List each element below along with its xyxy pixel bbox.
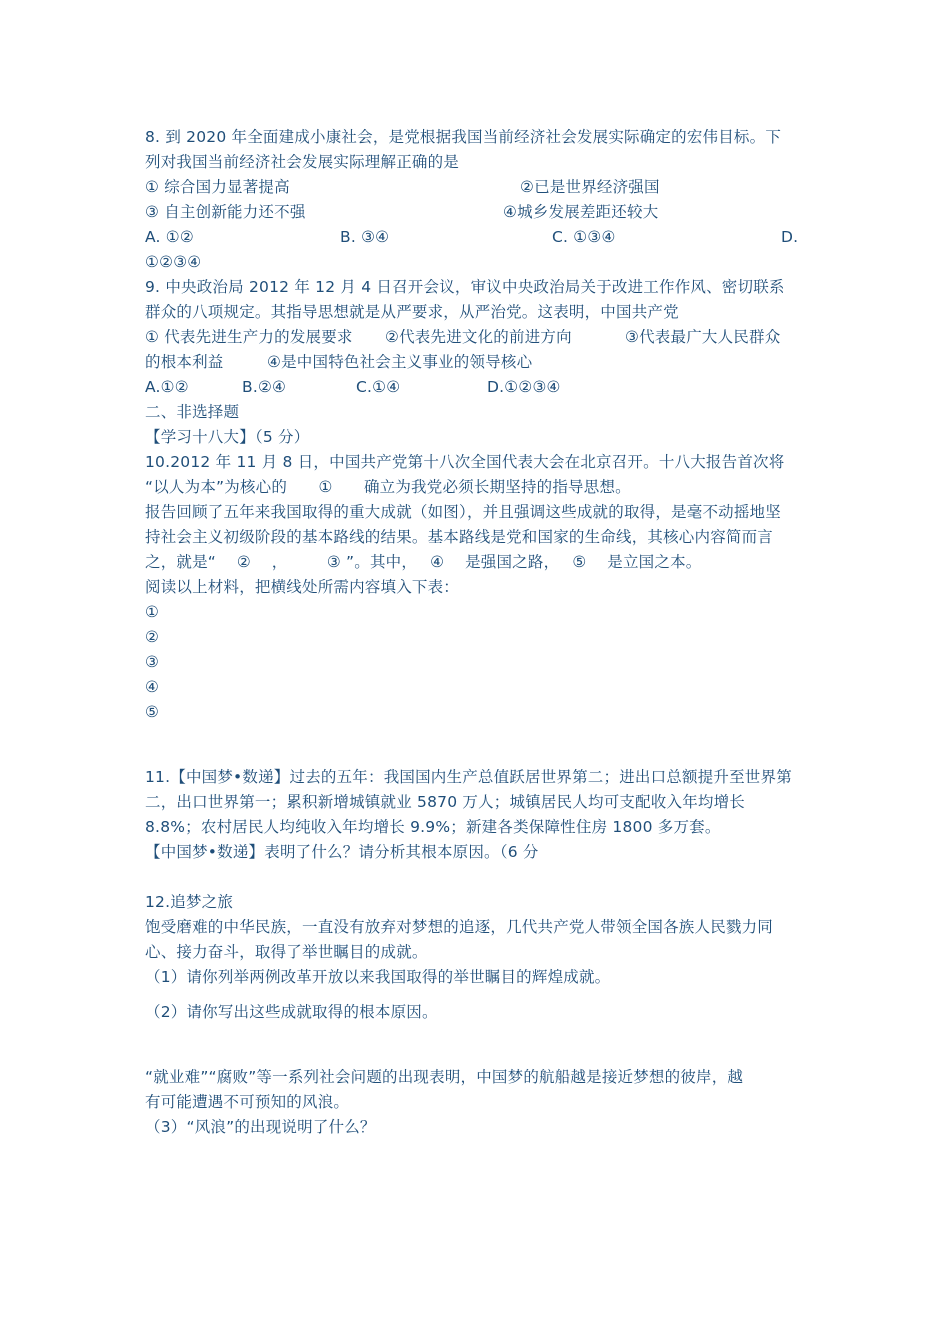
q9-statement-2: ②代表先进文化的前进方向 <box>385 328 572 346</box>
q12-sub2: （2）请你写出这些成就取得的根本原因。 <box>145 1003 438 1021</box>
q9-statements-row2 <box>145 350 810 375</box>
q12-title: 12.追梦之旅 <box>145 893 234 911</box>
q8-statement-3: ③ 自主创新能力还不强 <box>145 203 306 221</box>
q8-option-b: B. ③④ <box>340 228 390 246</box>
q8-options-row <box>145 225 810 250</box>
q8-option-c: C. ①③④ <box>552 228 616 246</box>
q12-line1: 饱受磨难的中华民族，一直没有放弃对梦想的追逐，几代共产党人带领全国各族人民戮力同 <box>145 918 774 936</box>
q11-line1: 11.【中国梦•数递】过去的五年：我国国内生产总值跃居世界第二；进出口总额提升至世界第 <box>145 768 792 786</box>
section-heading: 二、非选择题 <box>145 403 240 421</box>
q9-statements-row1 <box>145 325 810 350</box>
q9-option-b: B.②④ <box>242 378 287 396</box>
q11-line2: 二，出口世界第一；累积新增城镇就业 5870 万人；城镇居民人均可支配收入年均增长 <box>145 793 746 811</box>
q9-statement-3-cont: 的根本利益 <box>145 353 224 371</box>
q12-sub1: （1）请你列举两例改革开放以来我国取得的举世瞩目的辉煌成就。 <box>145 968 611 986</box>
q8-stem-line1: 8. 到 2020 年全面建成小康社会，是党根据我国当前经济社会发展实际确定的宏伟目标。下 <box>145 128 782 146</box>
q8-stem-line2: 列对我国当前经济社会发展实际理解正确的是 <box>145 153 460 171</box>
document-content <box>145 125 810 1140</box>
q10-blank-5: ⑤ <box>145 703 160 721</box>
q12-line2: 心、接力奋斗，取得了举世瞩目的成就。 <box>145 943 428 961</box>
q9-statement-1: ① 代表先进生产力的发展要求 <box>145 328 353 346</box>
q11-line3: 8.8%；农村居民人均纯收入年均增长 9.9%；新建各类保障性住房 1800 多万套。 <box>145 818 721 836</box>
q10-line3: 报告回顾了五年来我国取得的重大成就（如图），并且强调这些成就的取得，是毫不动摇地坚 <box>145 503 781 521</box>
q8-option-d-continuation: ①②③④ <box>145 253 202 271</box>
q9-stem-line2: 群众的八项规定。其指导思想就是从严要求，从严治党。这表明，中国共产党 <box>145 303 679 321</box>
q8-option-a: A. ①② <box>145 228 194 246</box>
q9-statement-4: ④是中国特色社会主义事业的领导核心 <box>267 353 533 371</box>
q10-line1: 10.2012 年 11 月 8 日，中国共产党第十八次全国代表大会在北京召开。十八大报告首次将 <box>145 453 785 471</box>
spacer <box>145 990 810 1000</box>
q9-statement-3: ③代表最广大人民群众 <box>625 328 781 346</box>
q9-options-row <box>145 375 810 400</box>
q8-option-d: D. <box>781 228 799 246</box>
q10-blank-1: ① <box>145 603 160 621</box>
q12-sub3: （3）“风浪”的出现说明了什么？ <box>145 1118 376 1136</box>
spacer <box>145 725 810 765</box>
q10-blank-3: ③ <box>145 653 160 671</box>
q8-statement-4: ④城乡发展差距还较大 <box>503 203 659 221</box>
q10-line6: 阅读以上材料，把横线处所需内容填入下表： <box>145 578 460 596</box>
q12-line3: “就业难”“腐败”等一系列社会问题的出现表明，中国梦的航船越是接近梦想的彼岸，越 <box>145 1068 744 1086</box>
q10-blank-2: ② <box>145 628 160 646</box>
q9-option-d: D.①②③④ <box>487 378 561 396</box>
q10-line5: 之，就是“ ② ， ③ ”。其中， ④ 是强国之路， ⑤ 是立国之本。 <box>145 553 702 571</box>
q8-statement-2: ②已是世界经济强国 <box>520 178 660 196</box>
spacer <box>145 865 810 890</box>
q10-heading: 【学习十八大】（5 分） <box>145 428 310 446</box>
q11-line4: 【中国梦•数递】表明了什么？请分析其根本原因。（6 分 <box>145 843 539 861</box>
q10-blank-4: ④ <box>145 678 160 696</box>
q8-statements-row1 <box>145 175 810 200</box>
q10-line2: “以人为本”为核心的 ① 确立为我党必须长期坚持的指导思想。 <box>145 478 631 496</box>
q8-statements-row2 <box>145 200 810 225</box>
q9-stem-line1: 9. 中央政治局 2012 年 12 月 4 日召开会议，审议中央政治局关于改进工作作风、密切联系 <box>145 278 785 296</box>
spacer <box>145 1025 810 1065</box>
q12-line4: 有可能遭遇不可预知的风浪。 <box>145 1093 350 1111</box>
q9-option-a: A.①② <box>145 378 189 396</box>
q10-line4: 持社会主义初级阶段的基本路线的结果。基本路线是党和国家的生命线，其核心内容简而言 <box>145 528 774 546</box>
q8-statement-1: ① 综合国力显著提高 <box>145 178 290 196</box>
q9-option-c: C.①④ <box>356 378 401 396</box>
